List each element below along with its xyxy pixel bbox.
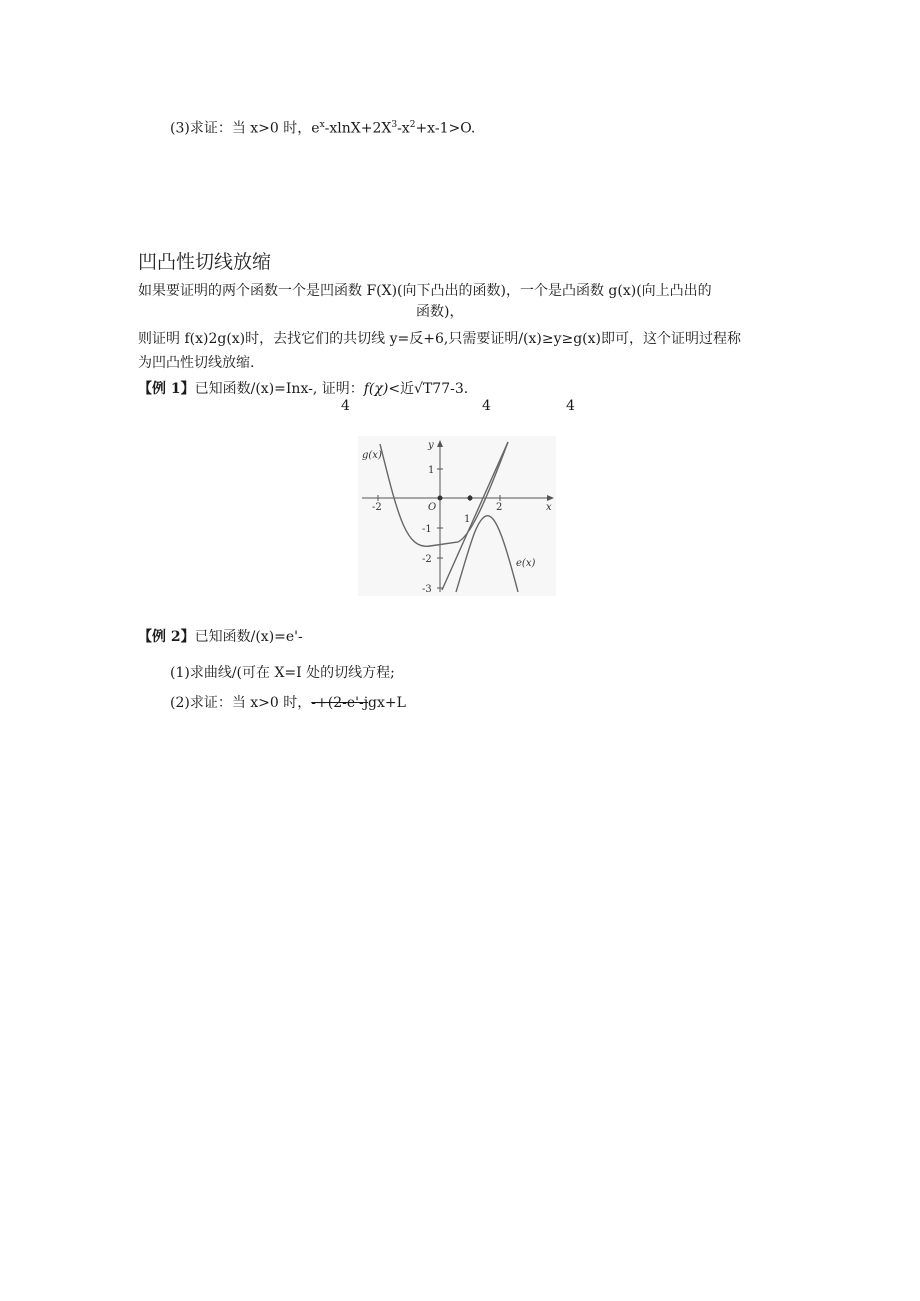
tangent-graph-svg — [358, 436, 556, 596]
part3-prefix: (3)求证：当 x>0 时， — [170, 120, 312, 137]
section-title: 凹凸性切线放缩 — [138, 251, 272, 273]
part3-sup-2: 2 — [409, 120, 416, 130]
y-axis-label: y — [428, 440, 434, 451]
example2-q2-strike: -+(2-e'-j — [311, 695, 369, 711]
example2-q2-rest: gx+L — [368, 695, 406, 711]
g-label: g(x) — [362, 450, 382, 461]
example1-statement — [138, 380, 468, 398]
part3-expr4: +x-1>O. — [415, 120, 476, 137]
example2-text: 已知函数/(x)=e'- — [194, 629, 303, 645]
example1-f: f(χ) — [363, 381, 389, 397]
x-tick-label-2: 2 — [496, 502, 503, 513]
example1-text: 已知函数/(x)=Inx-, 证明： — [194, 381, 364, 397]
part3-expr: e — [311, 120, 320, 137]
origin-label: O — [428, 502, 437, 513]
part3-expr2: -xlnX+2X — [324, 120, 392, 137]
e-label: e(x) — [516, 558, 536, 569]
example2-q2 — [170, 694, 406, 712]
x-tick-label-1: 1 — [464, 514, 471, 525]
graph-background — [358, 436, 556, 596]
example2-statement — [138, 628, 303, 646]
part3-expr3: -x — [397, 120, 410, 137]
y-tick-label-neg2: -2 — [422, 554, 432, 565]
y-tick-label-1: 1 — [428, 465, 435, 476]
y-tick-label-neg3: -3 — [422, 584, 432, 595]
example1-sub2: 4 — [482, 398, 491, 414]
point-x1 — [468, 496, 473, 501]
example1-label: 【例 1】 — [138, 381, 195, 397]
section-para1-a: 如果要证明的两个函数一个是凹函数 F(X)(向下凸出的函数)，一个是凸函数 g(x)(向上凸出的 — [138, 283, 712, 299]
example2-q2-prefix: (2)求证：当 x>0 时， — [170, 695, 312, 711]
section-para1-b: 函数)， — [416, 304, 464, 320]
tangent-graph — [358, 436, 556, 596]
example1-rest: <近√T77-3. — [388, 381, 469, 397]
x-axis-label: x — [546, 502, 552, 513]
origin-point — [438, 496, 443, 501]
y-tick-label-neg1: -1 — [422, 524, 432, 535]
x-tick-label-neg2: -2 — [372, 502, 382, 513]
part3-statement — [170, 116, 475, 138]
example1-sub1: 4 — [341, 398, 350, 414]
section-para2-b: 为凹凸性切线放缩. — [138, 355, 255, 371]
example2-label: 【例 2】 — [138, 629, 195, 645]
example1-sub3: 4 — [566, 398, 575, 414]
example2-q1: (1)求曲线/(可在 X=I 处的切线方程; — [170, 665, 395, 681]
section-para2-a: 则证明 f(x)2g(x)时，去找它们的共切线 y=反+6,只需要证明/(x)≥y≥g(x)即可，这个证明过程称 — [138, 331, 742, 347]
part3-sup-x: x — [319, 120, 325, 130]
part3-sup-3: 3 — [391, 120, 398, 130]
